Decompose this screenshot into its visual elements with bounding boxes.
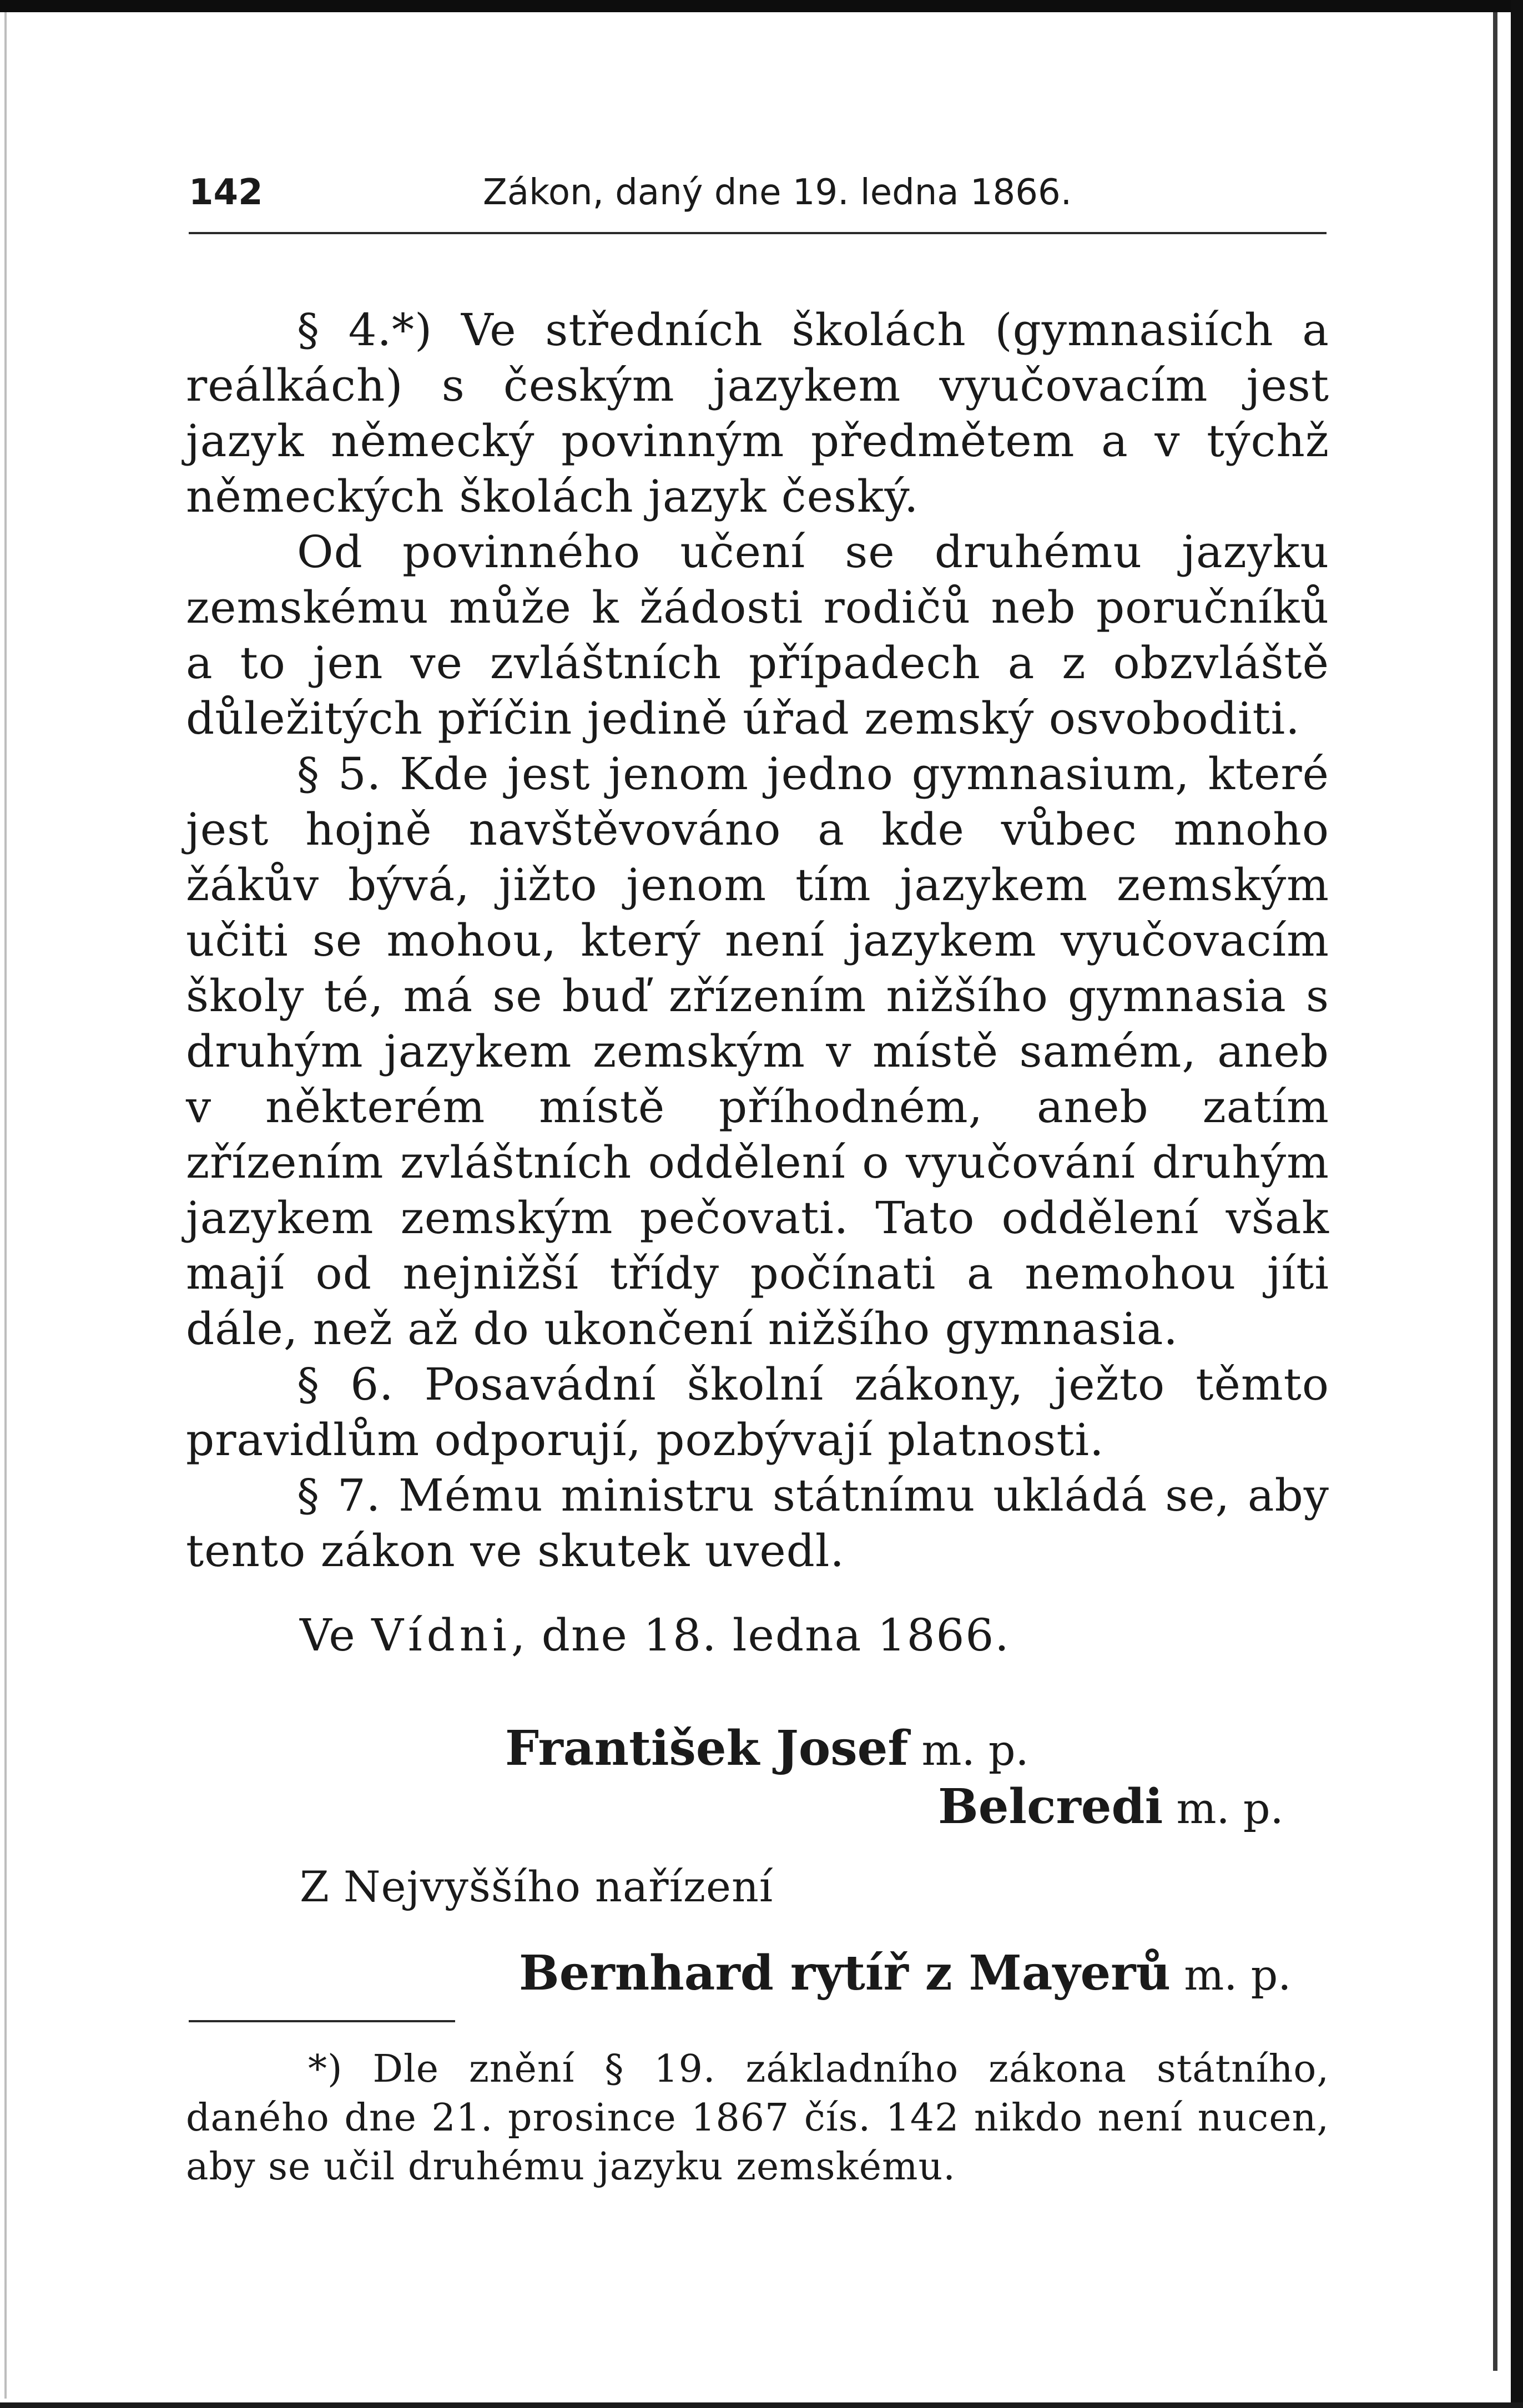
footnote-text: *) Dle znění § 19. základního zákona státního, daného dne 21. prosince 1867 čís. 142 nikdo není nucen, aby se učil druhému jazyku zemskému.	[186, 2047, 1329, 2189]
footnote-rule	[189, 2020, 455, 2022]
paragraph-section-5: § 5. Kde jest jenom jedno gymnasium, které jest hojně navštěvováno a kde vůbec mnoho žákův bývá, jižto jenom tím jazykem zemským učiti se mohou, který není jazykem vyučovacím školy té, má se buď zřízením nižšího gymnasia s druhým jazykem zemským v místě samém, aneb v některém místě příhodném, aneb zatím zřízením zvláštních oddělení o vyučování druhým jazykem zemským pečovati. Tato oddělení však mají od nejnižší třídy počínati a nemohou jíti dále, než až do ukončení nižšího gymnasia.	[186, 748, 1329, 1355]
page-header	[189, 172, 1327, 222]
place-prefix: Ve	[300, 1609, 372, 1661]
paragraph-exemption: Od povinného učení se druhému jazyku zemskému může k žádosti rodičů neb poručníků a to jen ve zvláštních případech a z obzvláště důležitých příčin jedině úřad zemský osvoboditi.	[186, 526, 1329, 744]
running-title: Zákon, daný dne 19. ledna 1866.	[483, 172, 1072, 213]
header-rule	[189, 232, 1327, 234]
footnote	[186, 2045, 1329, 2192]
paragraph-section-6: § 6. Posavádní školní zákony, ježto těmto pravidlům odporují, pozbývají platnosti.	[186, 1359, 1329, 1466]
signature-minister-mp: m. p.	[1163, 1784, 1284, 1833]
scan-edge-top	[0, 0, 1523, 12]
signature-emperor-name: František Josef	[505, 1720, 909, 1776]
paragraph-section-7: § 7. Mému ministru státnímu ukládá se, aby tento zákon ve skutek uvedl.	[186, 1470, 1329, 1577]
signature-minister	[938, 1779, 1284, 1835]
decree-line: Z Nejvyššího nařízení	[300, 1862, 774, 1911]
scan-edge-bottom	[0, 2402, 1523, 2408]
signature-official	[519, 1945, 1291, 2001]
signature-emperor-mp: m. p.	[908, 1725, 1029, 1775]
scan-edge-right-line	[1493, 12, 1497, 2371]
place-and-date	[300, 1609, 1010, 1661]
signature-minister-name: Belcredi	[938, 1779, 1163, 1835]
date: , dne 18. ledna 1866.	[511, 1609, 1010, 1661]
paragraph-section-4: § 4.*) Ve středních školách (gymnasiích a reálkách) s českým jazykem vyučovacím jest jazyk německý povinným předmětem a v týchž německých školách jazyk český.	[186, 304, 1329, 522]
law-text	[186, 302, 1329, 1579]
scan-edge-left	[4, 12, 7, 2399]
signature-official-mp: m. p.	[1171, 1950, 1292, 2000]
page-number: 142	[189, 172, 263, 213]
signature-emperor	[505, 1720, 1029, 1776]
scan-edge-right	[1511, 0, 1523, 2408]
signature-official-name: Bernhard rytíř z Mayerů	[519, 1945, 1171, 2001]
place-name: Vídni	[371, 1609, 511, 1661]
